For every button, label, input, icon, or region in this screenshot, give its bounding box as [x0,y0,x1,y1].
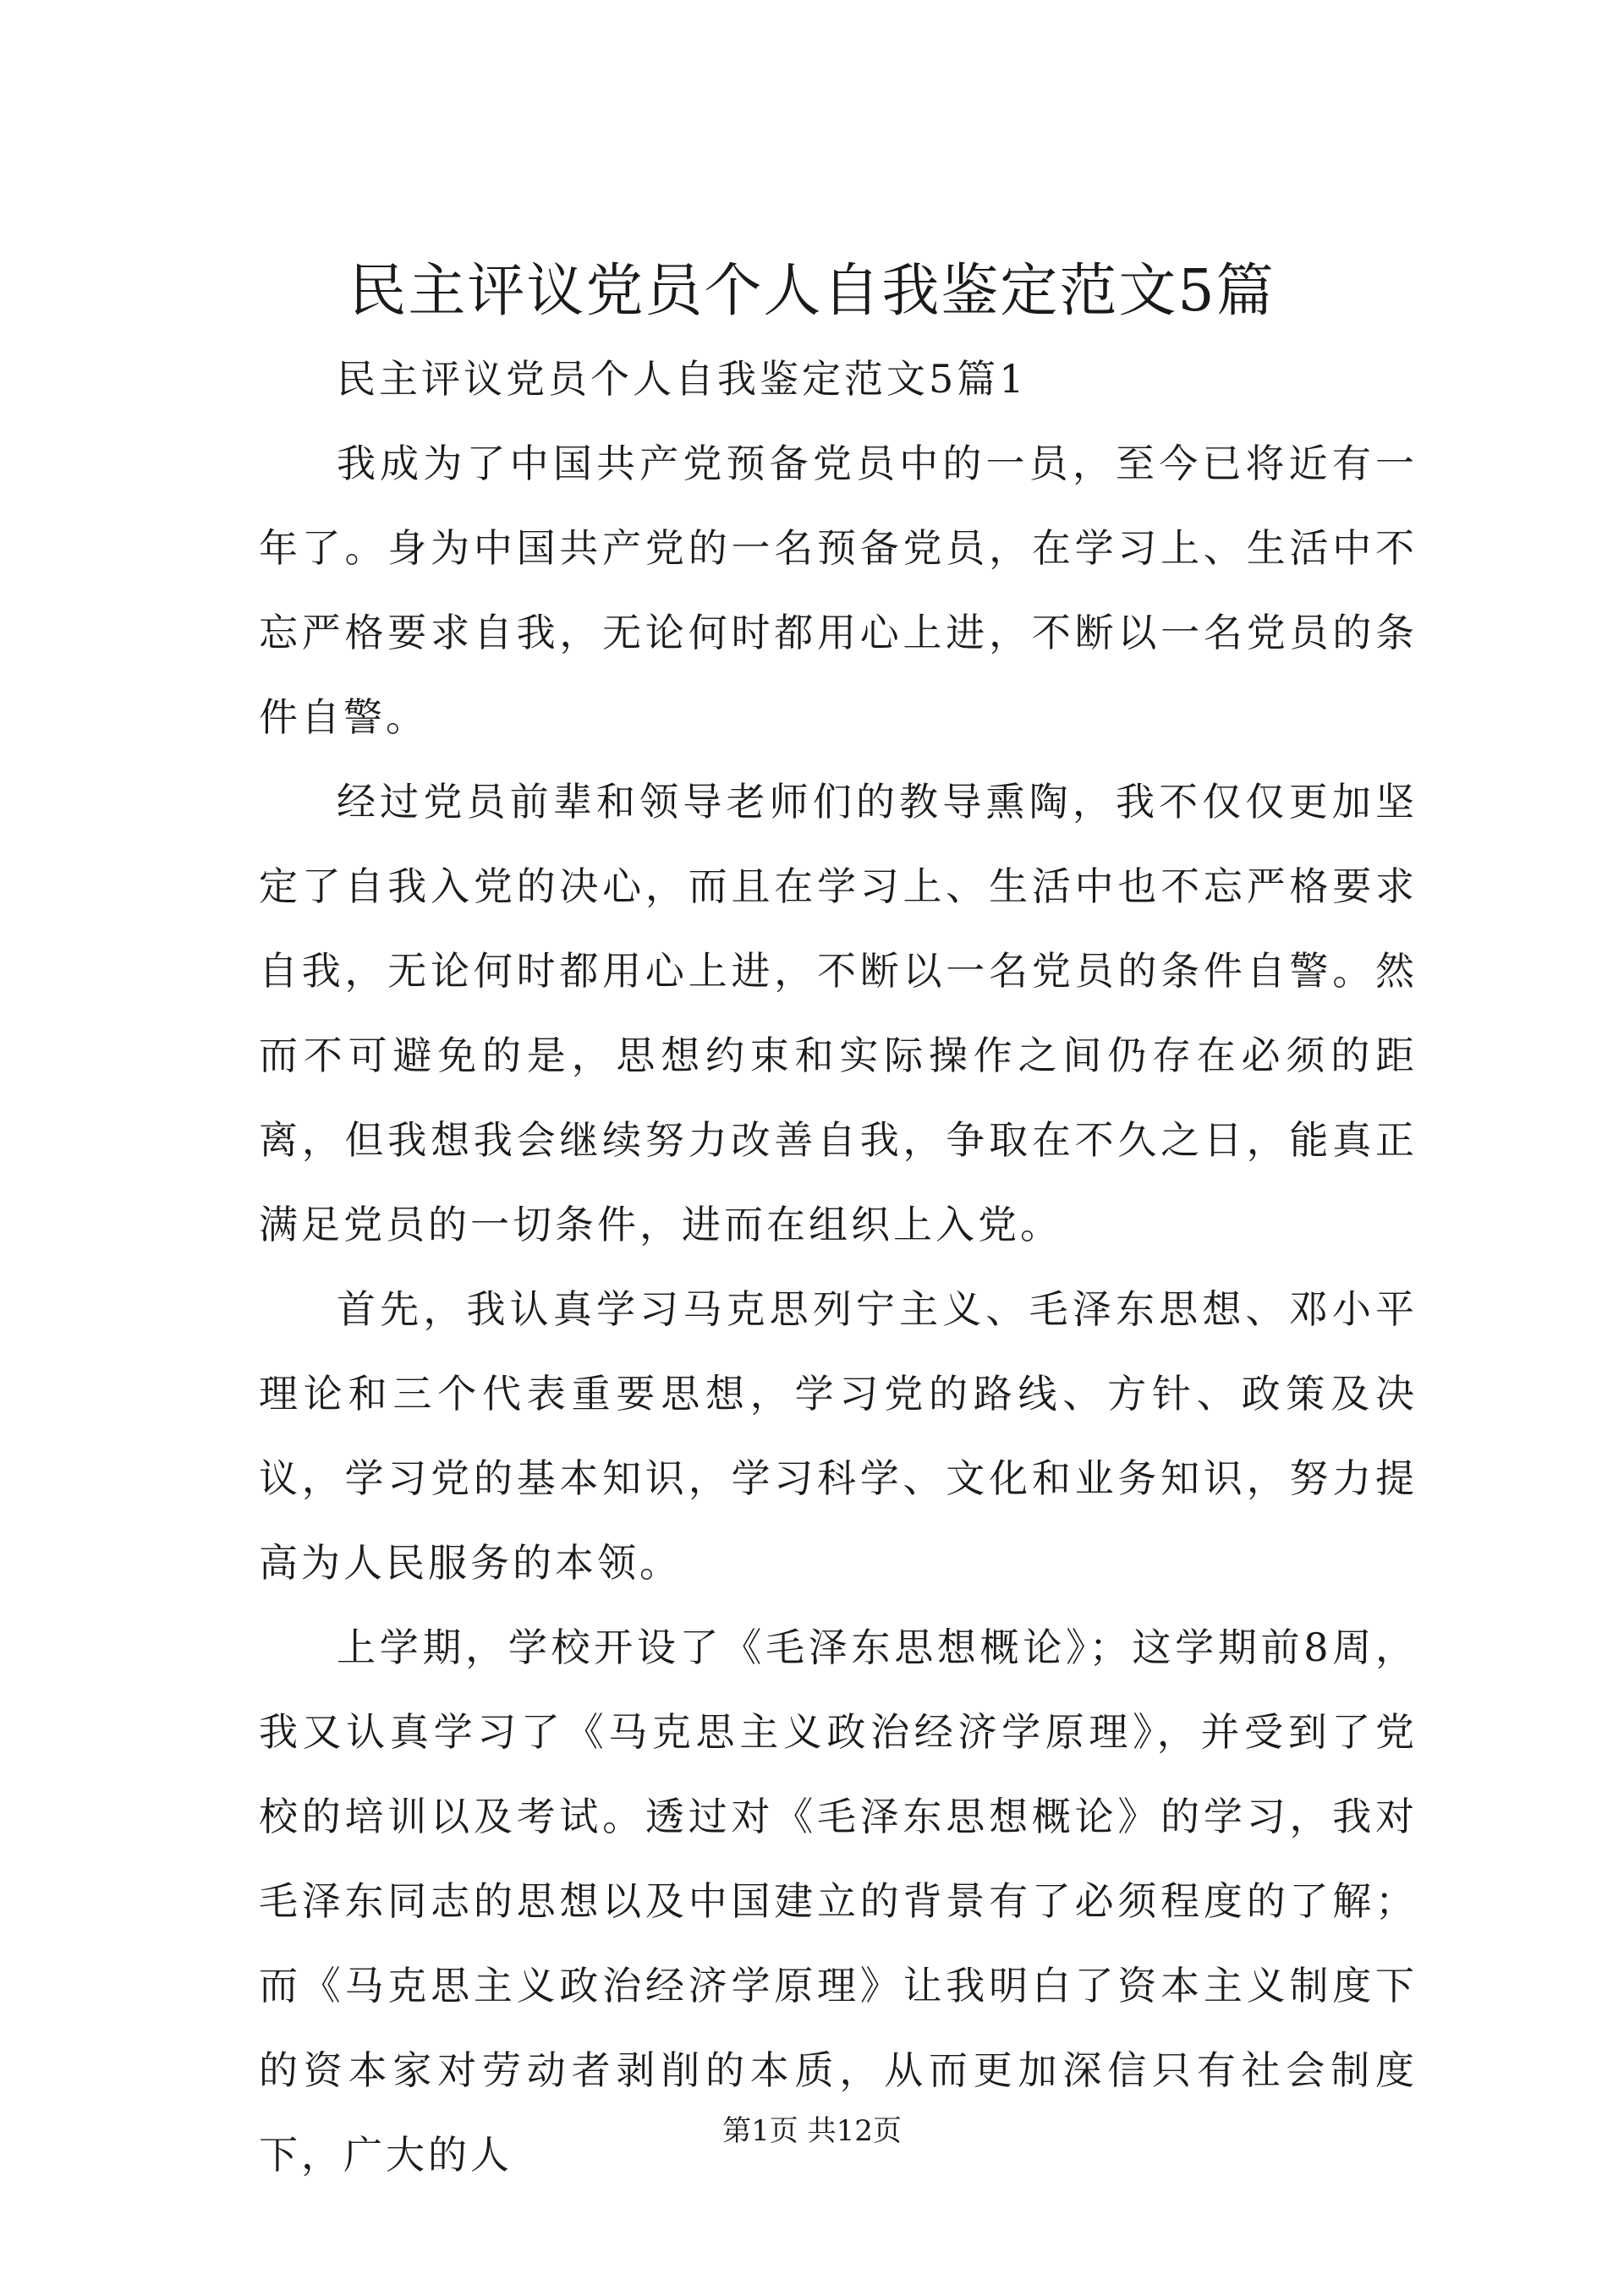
paragraph: 首先，我认真学习马克思列宁主义、毛泽东思想、邓小平理论和三个代表重要思想，学习党的路线、方针、政策及决议，学习党的基本知识，学习科学、文化和业务知识，努力提高为人民服务的本领。 [259,1286,1418,1586]
document-body [259,337,1418,2197]
document-title: 民主评议党员个人自我鉴定范文5篇 [348,258,1276,325]
paragraph: 我成为了中国共产党预备党员中的一员，至今已将近有一年了。身为中国共产党的一名预备党员，在学习上、生活中不忘严格要求自我，无论何时都用心上进，不断以一名党员的条件自警。 [259,441,1418,740]
paragraph: 上学期，学校开设了《毛泽东思想概论》；这学期前8周，我又认真学习了《马克思主义政治经济学原理》，并受到了党校的培训以及考试。透过对《毛泽东思想概论》的学习，我对毛泽东同志的思想以及中国建立的背景有了必须程度的了解；而《马克思主义政治经济学原理》让我明白了资本主义制度下的资本家对劳动者剥削的本质，从而更加深信只有社会制度下，广大的人 [259,1625,1418,2178]
paragraph: 经过党员前辈和领导老师们的教导熏陶，我不仅仅更加坚定了自我入党的决心，而且在学习上、生活中也不忘严格要求自我，无论何时都用心上进，不断以一名党员的条件自警。然而不可避免的是，思想约束和实际操作之间仍存在必须的距离，但我想我会继续努力改善自我，争取在不久之日，能真正满足党员的一切条件，进而在组织上入党。 [259,779,1418,1247]
page-footer: 第1页 共12页 [722,2114,902,2148]
section-heading: 民主评议党员个人自我鉴定范文5篇1 [337,356,1028,402]
